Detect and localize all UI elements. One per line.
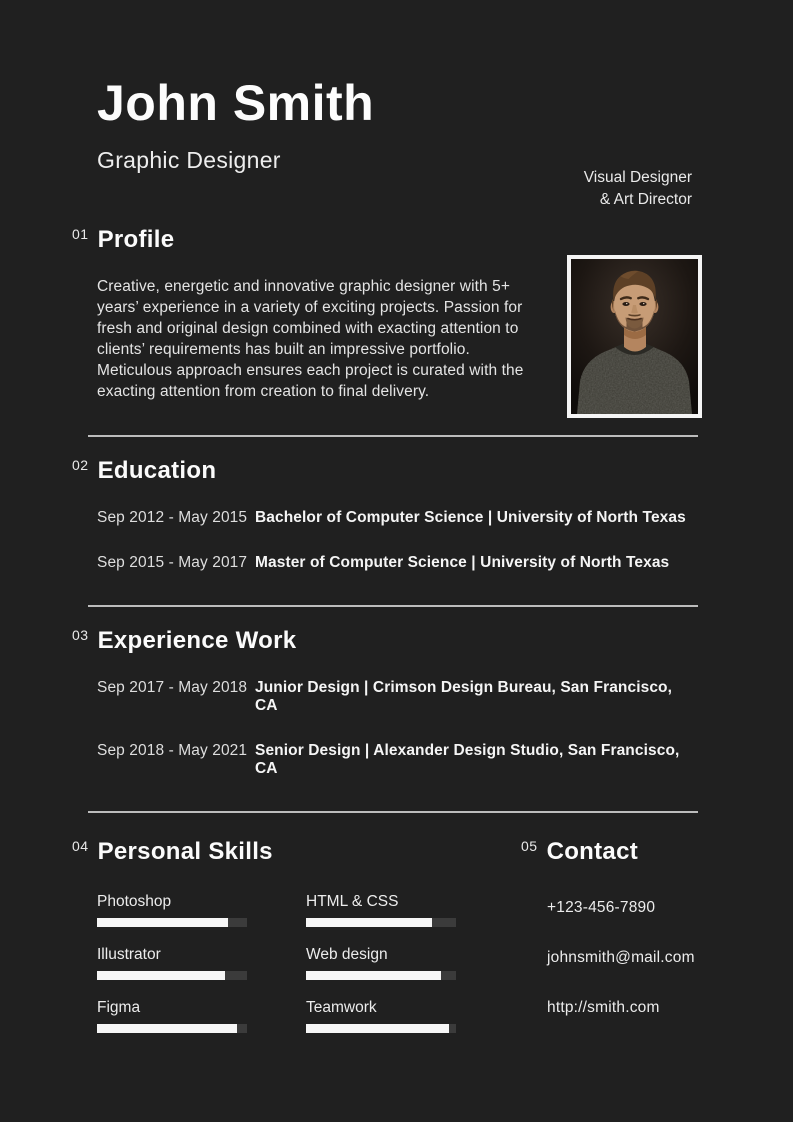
skill-progress-track	[306, 918, 456, 927]
education-dates: Sep 2015 - May 2017	[97, 554, 248, 571]
education-degree: Bachelor of Computer Science | University of North Texas	[255, 509, 686, 526]
portrait-illustration	[571, 259, 698, 414]
contact-website: http://smith.com	[547, 999, 660, 1016]
education-dates: Sep 2012 - May 2015	[97, 509, 248, 526]
profile-heading	[72, 225, 698, 255]
experience-heading	[72, 626, 698, 656]
experience-section	[72, 626, 698, 778]
person-name: John Smith	[97, 75, 375, 131]
skill-label: HTML & CSS	[306, 893, 399, 910]
experience-row	[97, 679, 698, 715]
skill-progress-track	[306, 971, 456, 980]
section-number: 03	[72, 627, 89, 643]
person-job-title: Graphic Designer	[97, 147, 281, 173]
tagline-line-2: & Art Director	[599, 190, 692, 208]
section-title: Personal Skills	[97, 838, 273, 865]
section-number: 02	[72, 457, 89, 473]
skill-progress-track	[97, 918, 247, 927]
skill-item	[306, 945, 456, 980]
education-rows	[97, 509, 698, 572]
skill-progress-track	[306, 1024, 456, 1033]
education-degree: Master of Computer Science | University of North Texas	[255, 554, 670, 571]
skill-item	[306, 892, 456, 927]
section-divider	[88, 811, 698, 813]
section-divider	[88, 435, 698, 437]
experience-position: Senior Design | Alexander Design Studio, San Francisco, CA	[255, 742, 680, 777]
contact-section	[521, 837, 695, 1048]
skill-label: Teamwork	[306, 999, 377, 1016]
section-divider	[88, 605, 698, 607]
skill-label: Illustrator	[97, 946, 161, 963]
skill-progress-fill	[306, 918, 432, 927]
experience-position: Junior Design | Crimson Design Bureau, San Francisco, CA	[255, 679, 673, 714]
profile-text: Creative, energetic and innovative graphic designer with 5+ years’ experience in a variety of exciting projects. Passion for fresh and original design combined with exacting attention to clients’ requirements has built an impressive portfolio. Meticulous approach ensures each project is curated with the exacting attention from creation to final delivery.	[97, 278, 524, 400]
skill-label: Web design	[306, 946, 388, 963]
skill-item	[97, 945, 247, 980]
skill-label: Figma	[97, 999, 141, 1016]
skill-progress-fill	[97, 971, 225, 980]
bottom-columns	[72, 837, 698, 1048]
tagline	[584, 167, 692, 210]
skill-progress-fill	[97, 1024, 237, 1033]
tagline-line-1: Visual Designer	[583, 169, 692, 186]
section-number: 05	[521, 838, 538, 854]
contact-email: johnsmith@mail.com	[547, 949, 695, 966]
education-section	[72, 456, 698, 572]
skills-grid	[97, 892, 456, 1033]
education-heading	[72, 456, 698, 486]
contact-phone: +123-456-7890	[547, 899, 656, 916]
contact-heading	[521, 837, 695, 867]
skill-progress-track	[97, 1024, 247, 1033]
experience-dates: Sep 2017 - May 2018	[97, 679, 248, 696]
section-number: 04	[72, 838, 89, 854]
section-title: Experience Work	[97, 627, 297, 654]
skill-progress-fill	[306, 1024, 449, 1033]
skill-item	[97, 892, 247, 927]
skill-progress-track	[97, 971, 247, 980]
skill-item	[306, 998, 456, 1033]
experience-dates: Sep 2018 - May 2021	[97, 742, 248, 759]
skills-section	[72, 837, 456, 1048]
skill-label: Photoshop	[97, 893, 172, 910]
section-title: Education	[97, 457, 217, 484]
skill-progress-fill	[306, 971, 441, 980]
profile-photo	[567, 255, 702, 418]
skill-item	[97, 998, 247, 1033]
contact-items	[521, 898, 695, 1018]
education-row	[97, 509, 698, 527]
section-number: 01	[72, 226, 89, 242]
section-title: Profile	[97, 226, 175, 253]
experience-rows	[97, 679, 698, 778]
experience-row	[97, 742, 698, 778]
section-title: Contact	[546, 838, 639, 865]
skills-heading	[72, 837, 456, 867]
education-row	[97, 554, 698, 572]
skill-progress-fill	[97, 918, 228, 927]
